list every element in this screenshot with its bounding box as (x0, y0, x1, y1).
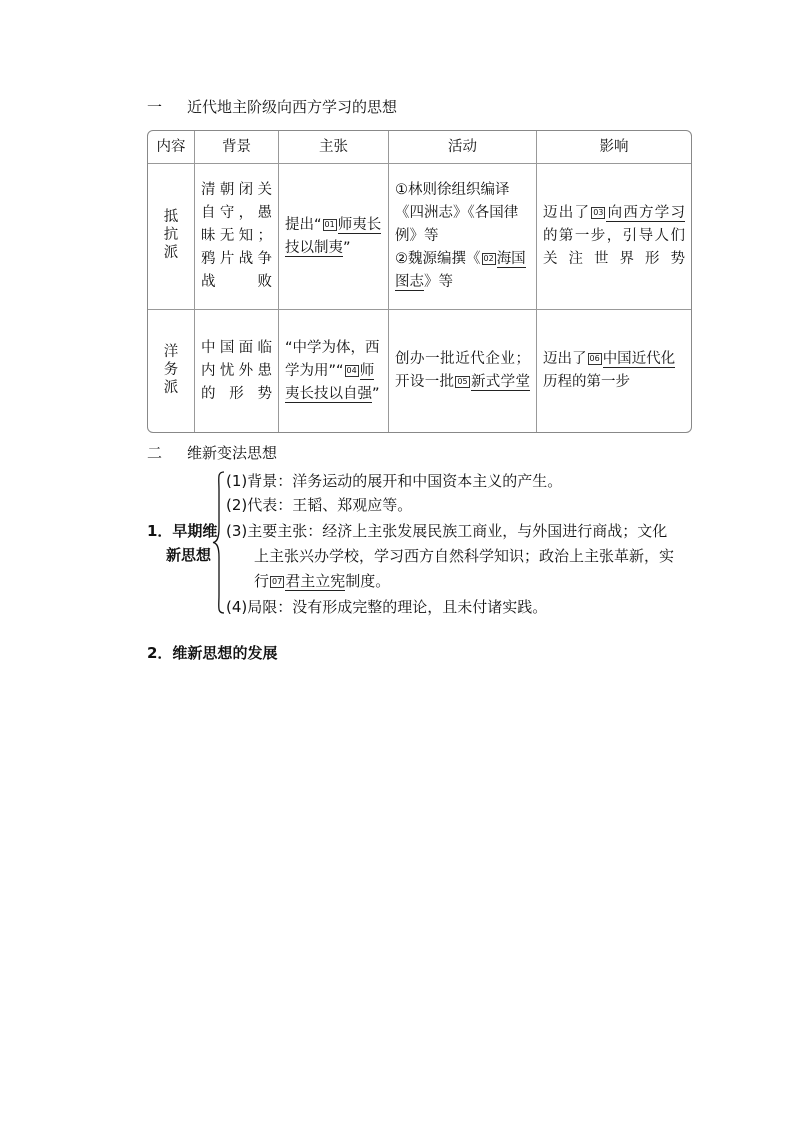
category-cell (148, 164, 195, 310)
answer-box: 02 (483, 254, 494, 263)
activity-line-2-prefix: ②魏源编撰《 (395, 251, 481, 267)
comparison-table (147, 130, 692, 433)
answer-text: 海国图志 (395, 251, 526, 290)
activity-cell (389, 164, 537, 310)
section-2-number: 二 (147, 444, 163, 462)
answer-text: 君主立宪 (285, 572, 346, 590)
header-claim: 主张 (279, 131, 389, 164)
section-1-title: 近代地主阶级向西方学习的思想 (187, 98, 398, 116)
activity-line-2-suffix: 》等 (424, 274, 453, 290)
answer-text: 新式学堂 (470, 374, 530, 390)
answer-text: 师夷长技以制夷 (285, 216, 382, 256)
background-text: 中国面临内忧外患的形势 (201, 339, 272, 402)
header-activity: 活动 (389, 131, 537, 164)
answer-text: 师夷长技以自强 (285, 362, 375, 402)
curly-brace (212, 470, 226, 615)
item-3-suffix: 制度。 (345, 572, 391, 590)
activity-line-1: ①林则徐组织编译《四洲志》《各国律例》等 (395, 182, 519, 244)
section-2-heading (147, 442, 277, 463)
background-text: 清朝闭关自守，愚昧无知；鸦片战争战败 (201, 182, 272, 290)
activity-prefix: 创办一批近代企业；开设一批 (395, 351, 530, 390)
claim-suffix: ” (343, 239, 351, 256)
section-1-heading (147, 96, 397, 117)
claim-cell (279, 310, 389, 432)
early-item-3-line-3 (254, 570, 390, 591)
item-3-prefix: 行 (254, 572, 270, 590)
answer-box: 06 (589, 354, 600, 363)
section-1-number: 一 (147, 98, 163, 116)
header-background: 背景 (195, 131, 279, 164)
table-header-row (148, 131, 691, 164)
table-row (148, 310, 691, 432)
answer-box: 01 (324, 219, 335, 229)
early-item-3-line-2: 上主张兴办学校，学习西方自然科学知识；政治上主张革新，实 (254, 547, 675, 565)
answer-box: 03 (593, 208, 604, 217)
impact-prefix: 迈出了 (543, 351, 587, 367)
claim-prefix: “中学为体，西学为用”“ (285, 339, 380, 379)
early-item-2: (2)代表：王韬、郑观应等。 (226, 496, 413, 514)
claim-prefix: 提出“ (285, 216, 322, 233)
answer-box: 05 (457, 377, 468, 386)
impact-suffix: 的第一步，引导人们关注世界形势 (543, 228, 685, 267)
activity-cell (389, 310, 537, 432)
background-cell (195, 164, 279, 310)
early-thought-label-1: 1．早期维 (147, 522, 218, 540)
table-row (148, 164, 691, 310)
answer-text: 向西方学习 (606, 205, 686, 221)
section-2-title: 维新变法思想 (187, 444, 278, 462)
impact-suffix: 历程的第一步 (543, 374, 630, 390)
category-label: 洋务派 (163, 343, 179, 396)
category-label: 抵抗派 (163, 209, 179, 261)
early-item-1: (1)背景：洋务运动的展开和中国资本主义的产生。 (226, 472, 563, 490)
claim-cell (279, 164, 389, 310)
header-impact: 影响 (537, 131, 691, 164)
answer-text: 中国近代化 (602, 351, 676, 367)
answer-box: 07 (272, 577, 283, 586)
early-item-3-line-1: (3)主要主张：经济上主张发展民族工商业，与外国进行商战；文化 (226, 522, 668, 540)
impact-prefix: 迈出了 (543, 205, 591, 221)
background-cell (195, 310, 279, 432)
claim-suffix: ” (372, 385, 380, 402)
impact-cell (537, 310, 691, 432)
early-item-4: (4)局限：没有形成完整的理论，且未付诸实践。 (226, 598, 548, 616)
category-cell (148, 310, 195, 432)
impact-cell (537, 164, 691, 310)
answer-box: 04 (346, 365, 357, 375)
early-thought-label-2: 新思想 (166, 546, 212, 564)
point-2-heading: 2．维新思想的发展 (147, 644, 278, 662)
header-content: 内容 (148, 131, 195, 164)
